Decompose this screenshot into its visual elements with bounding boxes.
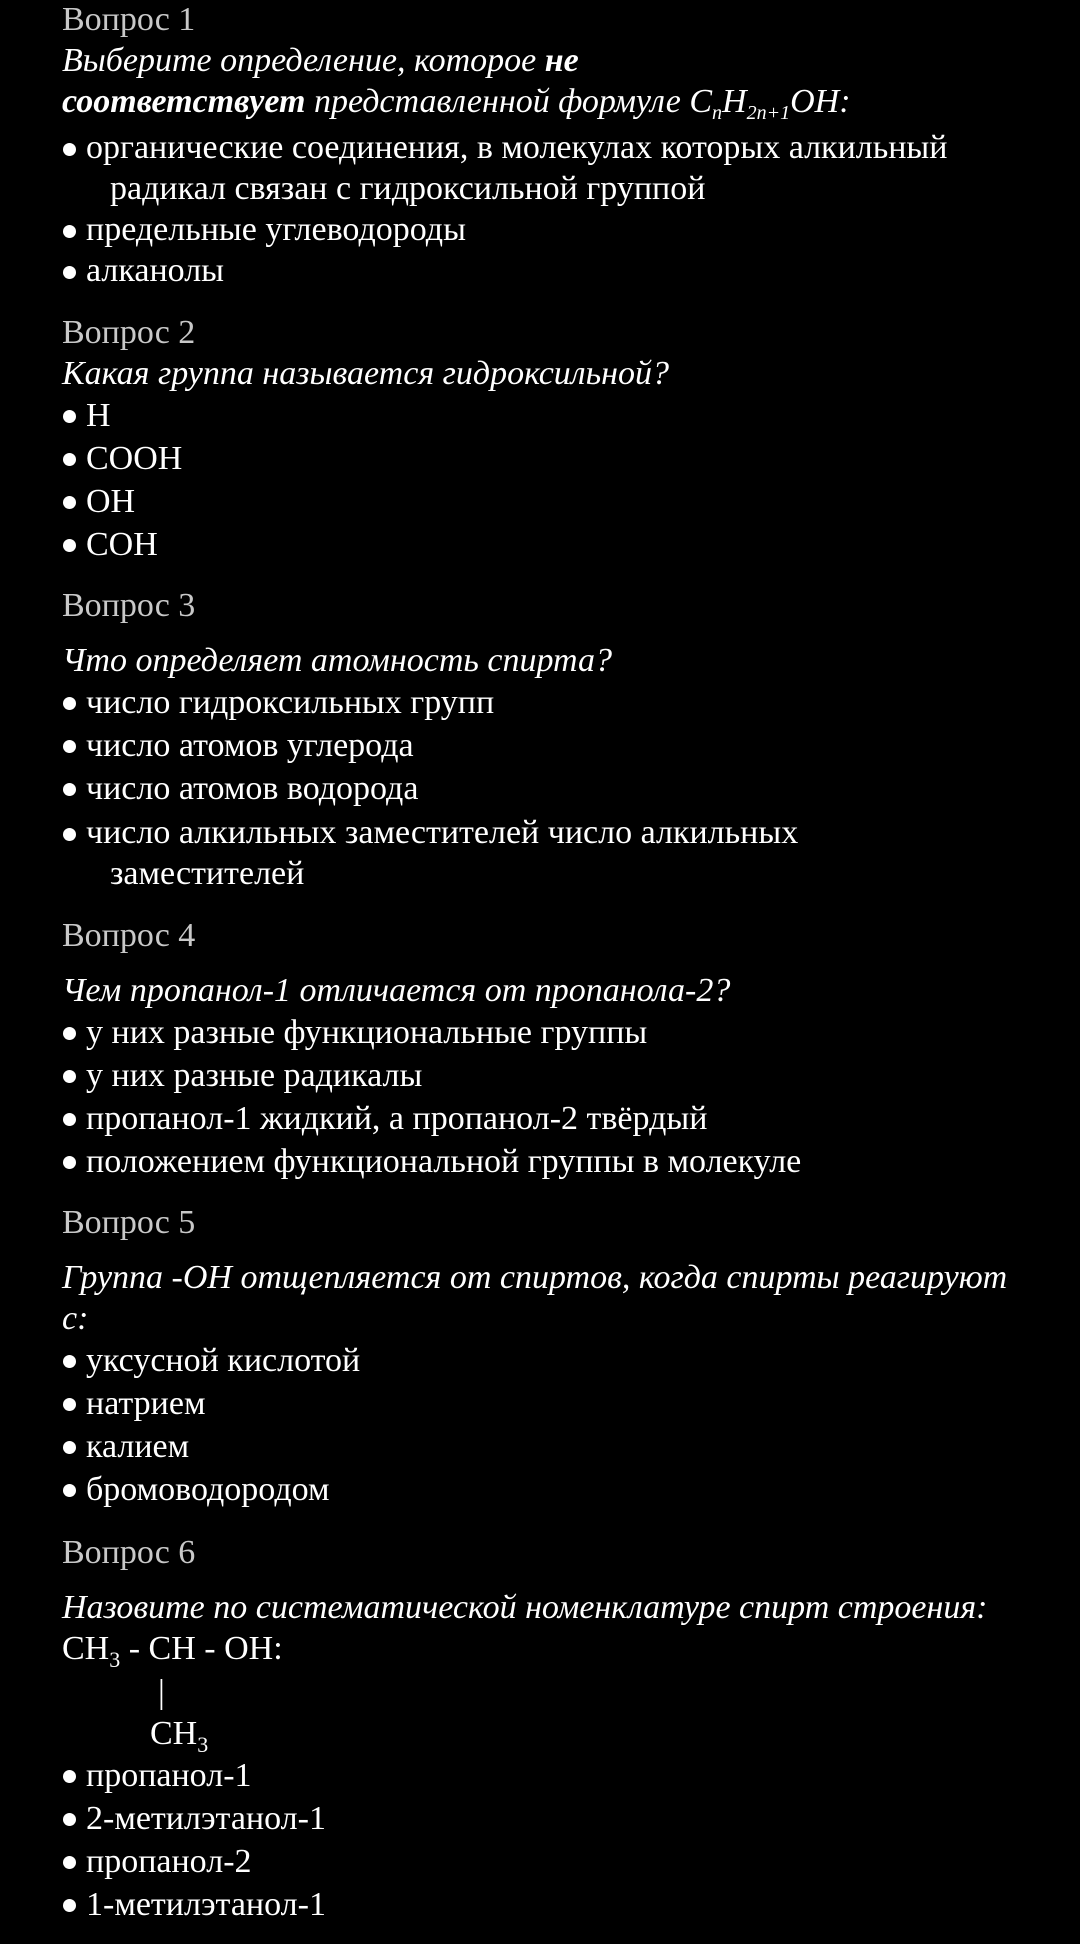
bullet-icon bbox=[63, 740, 76, 753]
answer-option[interactable] bbox=[62, 1468, 1022, 1511]
structural-formula bbox=[62, 1628, 1022, 1757]
answer-option-text: пропанол-2 bbox=[86, 1843, 252, 1880]
answer-option[interactable] bbox=[62, 1339, 1022, 1382]
question-text-part: Выберите определение, которое bbox=[62, 42, 545, 79]
answer-option-text: органические соединения, в молекулах которых алкильный bbox=[86, 129, 948, 166]
bullet-icon bbox=[63, 1441, 76, 1454]
question-6 bbox=[62, 1533, 1022, 1926]
bullet-icon bbox=[63, 496, 76, 509]
answer-option[interactable] bbox=[62, 1011, 1022, 1054]
answer-option-text: уксусной кислотой bbox=[86, 1342, 361, 1379]
question-text-part: Группа -OH отщепляется от спиртов, когда спирты реагируют bbox=[62, 1259, 1008, 1296]
answer-option-text: 1-метилэтанол-1 bbox=[86, 1886, 326, 1923]
answer-option-text: OH bbox=[86, 483, 136, 520]
answer-option-text: число атомов углерода bbox=[86, 727, 414, 764]
answer-option-text: у них разные функциональные группы bbox=[86, 1014, 648, 1051]
answer-option[interactable] bbox=[62, 1140, 1022, 1183]
bullet-icon bbox=[63, 1070, 76, 1083]
bullet-icon bbox=[63, 783, 76, 796]
answer-option[interactable] bbox=[62, 250, 1022, 291]
question-text: Назовите по систематической номенклатуре спирт строения: bbox=[62, 1589, 988, 1626]
formula-part: - CH - OH: bbox=[120, 1630, 283, 1667]
answer-option-text: у них разные радикалы bbox=[86, 1057, 423, 1094]
question-text-part: представленной формуле C bbox=[305, 83, 713, 120]
answer-option[interactable] bbox=[62, 724, 1022, 767]
answer-option-text: число гидроксильных групп bbox=[86, 684, 495, 721]
answer-option-text: число атомов водорода bbox=[86, 770, 419, 807]
answer-option-text: пропанол-1 bbox=[86, 1757, 252, 1794]
question-5 bbox=[62, 1203, 1022, 1511]
question-2 bbox=[62, 313, 1022, 566]
question-1 bbox=[62, 0, 1022, 291]
bullet-icon bbox=[63, 143, 76, 156]
question-4 bbox=[62, 916, 1022, 1183]
answer-option[interactable] bbox=[62, 1097, 1022, 1140]
formula-subscript: n bbox=[712, 102, 723, 124]
answer-option[interactable] bbox=[62, 1797, 1022, 1840]
answer-option-text: натрием bbox=[86, 1385, 206, 1422]
bullet-icon bbox=[63, 1770, 76, 1783]
question-text-bold: соответствует bbox=[62, 83, 306, 120]
answer-option-text: COOH bbox=[86, 440, 183, 477]
answer-option[interactable] bbox=[62, 1754, 1022, 1797]
formula-subscript: 2n+1 bbox=[746, 102, 791, 124]
answer-option[interactable] bbox=[62, 523, 1022, 566]
answer-option-text: H bbox=[86, 397, 111, 434]
answer-options bbox=[62, 127, 1022, 291]
bullet-icon bbox=[63, 1355, 76, 1368]
question-label: Вопрос 6 bbox=[62, 1534, 196, 1571]
answer-option[interactable] bbox=[62, 1425, 1022, 1468]
formula-part: CH bbox=[150, 1715, 198, 1752]
question-text: Что определяет атомность спирта? bbox=[62, 642, 612, 679]
bullet-icon bbox=[63, 697, 76, 710]
answer-options bbox=[62, 1754, 1022, 1926]
answer-option-text: радикал связан с гидроксильной группой bbox=[110, 170, 706, 207]
answer-option[interactable] bbox=[62, 812, 1022, 894]
answer-option[interactable] bbox=[62, 767, 1022, 810]
answer-option-text: бромоводородом bbox=[86, 1471, 330, 1508]
formula-subscript: 3 bbox=[109, 1647, 121, 1672]
answer-option-text: пропанол-1 жидкий, а пропанол-2 твёрдый bbox=[86, 1100, 708, 1137]
answer-option[interactable] bbox=[62, 1054, 1022, 1097]
bullet-icon bbox=[63, 1813, 76, 1826]
question-text-part: H bbox=[722, 83, 747, 120]
answer-option[interactable] bbox=[62, 127, 1022, 209]
bullet-icon bbox=[63, 539, 76, 552]
question-3 bbox=[62, 586, 1022, 894]
bullet-icon bbox=[63, 828, 76, 841]
answer-options bbox=[62, 394, 1022, 566]
answer-option-text: положением функциональной группы в молекуле bbox=[86, 1143, 802, 1180]
question-label: Вопрос 3 bbox=[62, 587, 196, 624]
question-label: Вопрос 1 bbox=[62, 1, 196, 38]
answer-option[interactable] bbox=[62, 437, 1022, 480]
quiz-page bbox=[62, 0, 1022, 1926]
answer-options bbox=[62, 1339, 1022, 1511]
answer-option[interactable] bbox=[62, 480, 1022, 523]
answer-option-text: число алкильных заместителей число алкильных bbox=[86, 814, 799, 851]
bullet-icon bbox=[63, 225, 76, 238]
bullet-icon bbox=[63, 1899, 76, 1912]
question-text: Какая группа называется гидроксильной? bbox=[62, 355, 669, 392]
answer-option[interactable] bbox=[62, 681, 1022, 724]
formula-part: CH bbox=[62, 1630, 110, 1667]
answer-option[interactable] bbox=[62, 394, 1022, 437]
bullet-icon bbox=[63, 453, 76, 466]
answer-options bbox=[62, 1011, 1022, 1183]
bullet-icon bbox=[63, 1484, 76, 1497]
question-text bbox=[62, 1257, 1022, 1339]
bullet-icon bbox=[63, 266, 76, 279]
bullet-icon bbox=[63, 1113, 76, 1126]
question-text-part: с: bbox=[62, 1300, 89, 1337]
formula-subscript: 3 bbox=[197, 1732, 209, 1757]
answer-option[interactable] bbox=[62, 1883, 1022, 1926]
answer-option-text: COH bbox=[86, 526, 158, 563]
question-label: Вопрос 2 bbox=[62, 314, 196, 351]
answer-options bbox=[62, 681, 1022, 894]
question-text: Чем пропанол-1 отличается от пропанола-2? bbox=[62, 972, 731, 1009]
question-text-bold: не bbox=[544, 42, 579, 79]
answer-option[interactable] bbox=[62, 1382, 1022, 1425]
formula-branch bbox=[62, 1713, 1022, 1757]
bullet-icon bbox=[63, 1027, 76, 1040]
question-text bbox=[62, 40, 1022, 127]
answer-option[interactable] bbox=[62, 1840, 1022, 1883]
answer-option-text: 2-метилэтанол-1 bbox=[86, 1800, 326, 1837]
question-label: Вопрос 5 bbox=[62, 1204, 196, 1241]
bullet-icon bbox=[63, 1398, 76, 1411]
answer-option-text: калием bbox=[86, 1428, 190, 1465]
answer-option-text: предельные углеводороды bbox=[86, 211, 466, 248]
answer-option-text: заместителей bbox=[110, 855, 305, 892]
question-label: Вопрос 4 bbox=[62, 917, 196, 954]
bullet-icon bbox=[63, 1856, 76, 1869]
question-text-part: OH: bbox=[790, 83, 851, 120]
bullet-icon bbox=[63, 1156, 76, 1169]
answer-option[interactable] bbox=[62, 209, 1022, 250]
formula-bond: | bbox=[158, 1674, 165, 1711]
bullet-icon bbox=[63, 410, 76, 423]
answer-option-text: алканолы bbox=[86, 252, 225, 289]
